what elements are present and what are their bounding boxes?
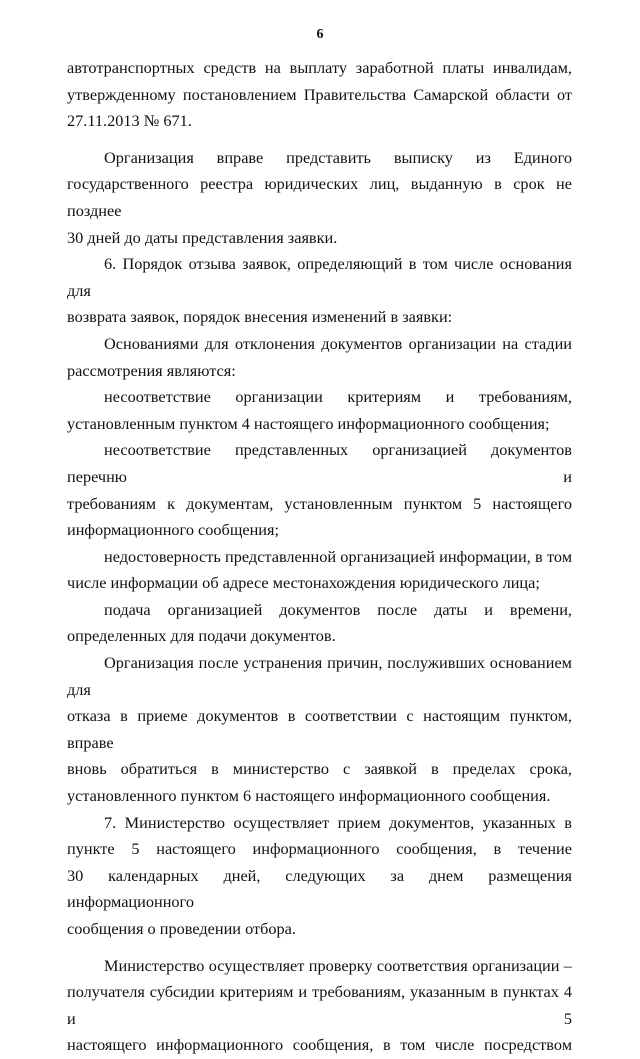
text-line: числе информации об адресе местонахождения юридического лица; [67,573,540,593]
text-line: утвержденному постановлением Правительства Самарской области от [67,84,572,104]
text-line: 7. Министерство осуществляет прием документов, указанных в [104,812,572,832]
text-line: установленным пунктом 4 настоящего информационного сообщения; [67,413,550,433]
text-line: несоответствие организации критериям и требованиям, [104,387,572,407]
text-line: вновь обратиться в министерство с заявкой в пределах срока, [67,759,572,779]
text-line: Организация после устранения причин, послуживших основанием для [67,653,572,699]
text-line: пункте 5 настоящего информационного сообщения, в течение [67,839,572,859]
text-line: сообщения о проведении отбора. [67,919,296,938]
text-line: несоответствие представленных организацией документов перечню и [67,440,572,486]
text-line: отказа в приеме документов в соответствии с настоящим пунктом, вправе [67,706,572,752]
text-line: государственного реестра юридических лиц, выданную в срок не позднее [67,174,572,220]
text-line: 30 календарных дней, следующих за днем размещения информационного [67,865,572,912]
text-line: настоящего информационного сообщения, в том числе посредством [67,1035,572,1055]
text-line: Организация вправе представить выписку из Единого [104,147,572,167]
text-line: подача организацией документов после даты и времени, [104,599,572,619]
text-line: 6. Порядок отзыва заявок, определяющий в том числе основания для [67,254,572,300]
text-line: получателя субсидии критериям и требованиям, указанным в пунктах 4 и 5 [67,982,572,1028]
text-line: Основаниями для отклонения документов организации на стадии [104,333,572,353]
text-line: установленного пунктом 6 настоящего информационного сообщения. [67,786,551,806]
text-line: автотранспортных средств на выплату заработной платы инвалидам, [67,58,572,77]
text-line: Министерство осуществляет проверку соответствия организации – [104,955,572,975]
text-line: требованиям к документам, установленным пунктом 5 настоящего [67,493,572,513]
text-line: определенных для подачи документов. [67,626,336,646]
text-line: недостоверность представленной организацией информации, в том [104,546,572,566]
text-line: 30 дней до даты представления заявки. [67,227,338,247]
page-number: 6 [316,27,324,42]
text-line: рассмотрения являются: [67,360,236,380]
text-line: информационного сообщения; [67,520,280,540]
text-line: возврата заявок, порядок внесения изменений в заявки: [67,307,453,327]
text-line: 27.11.2013 № 671. [67,111,192,131]
document-body [67,55,572,1059]
